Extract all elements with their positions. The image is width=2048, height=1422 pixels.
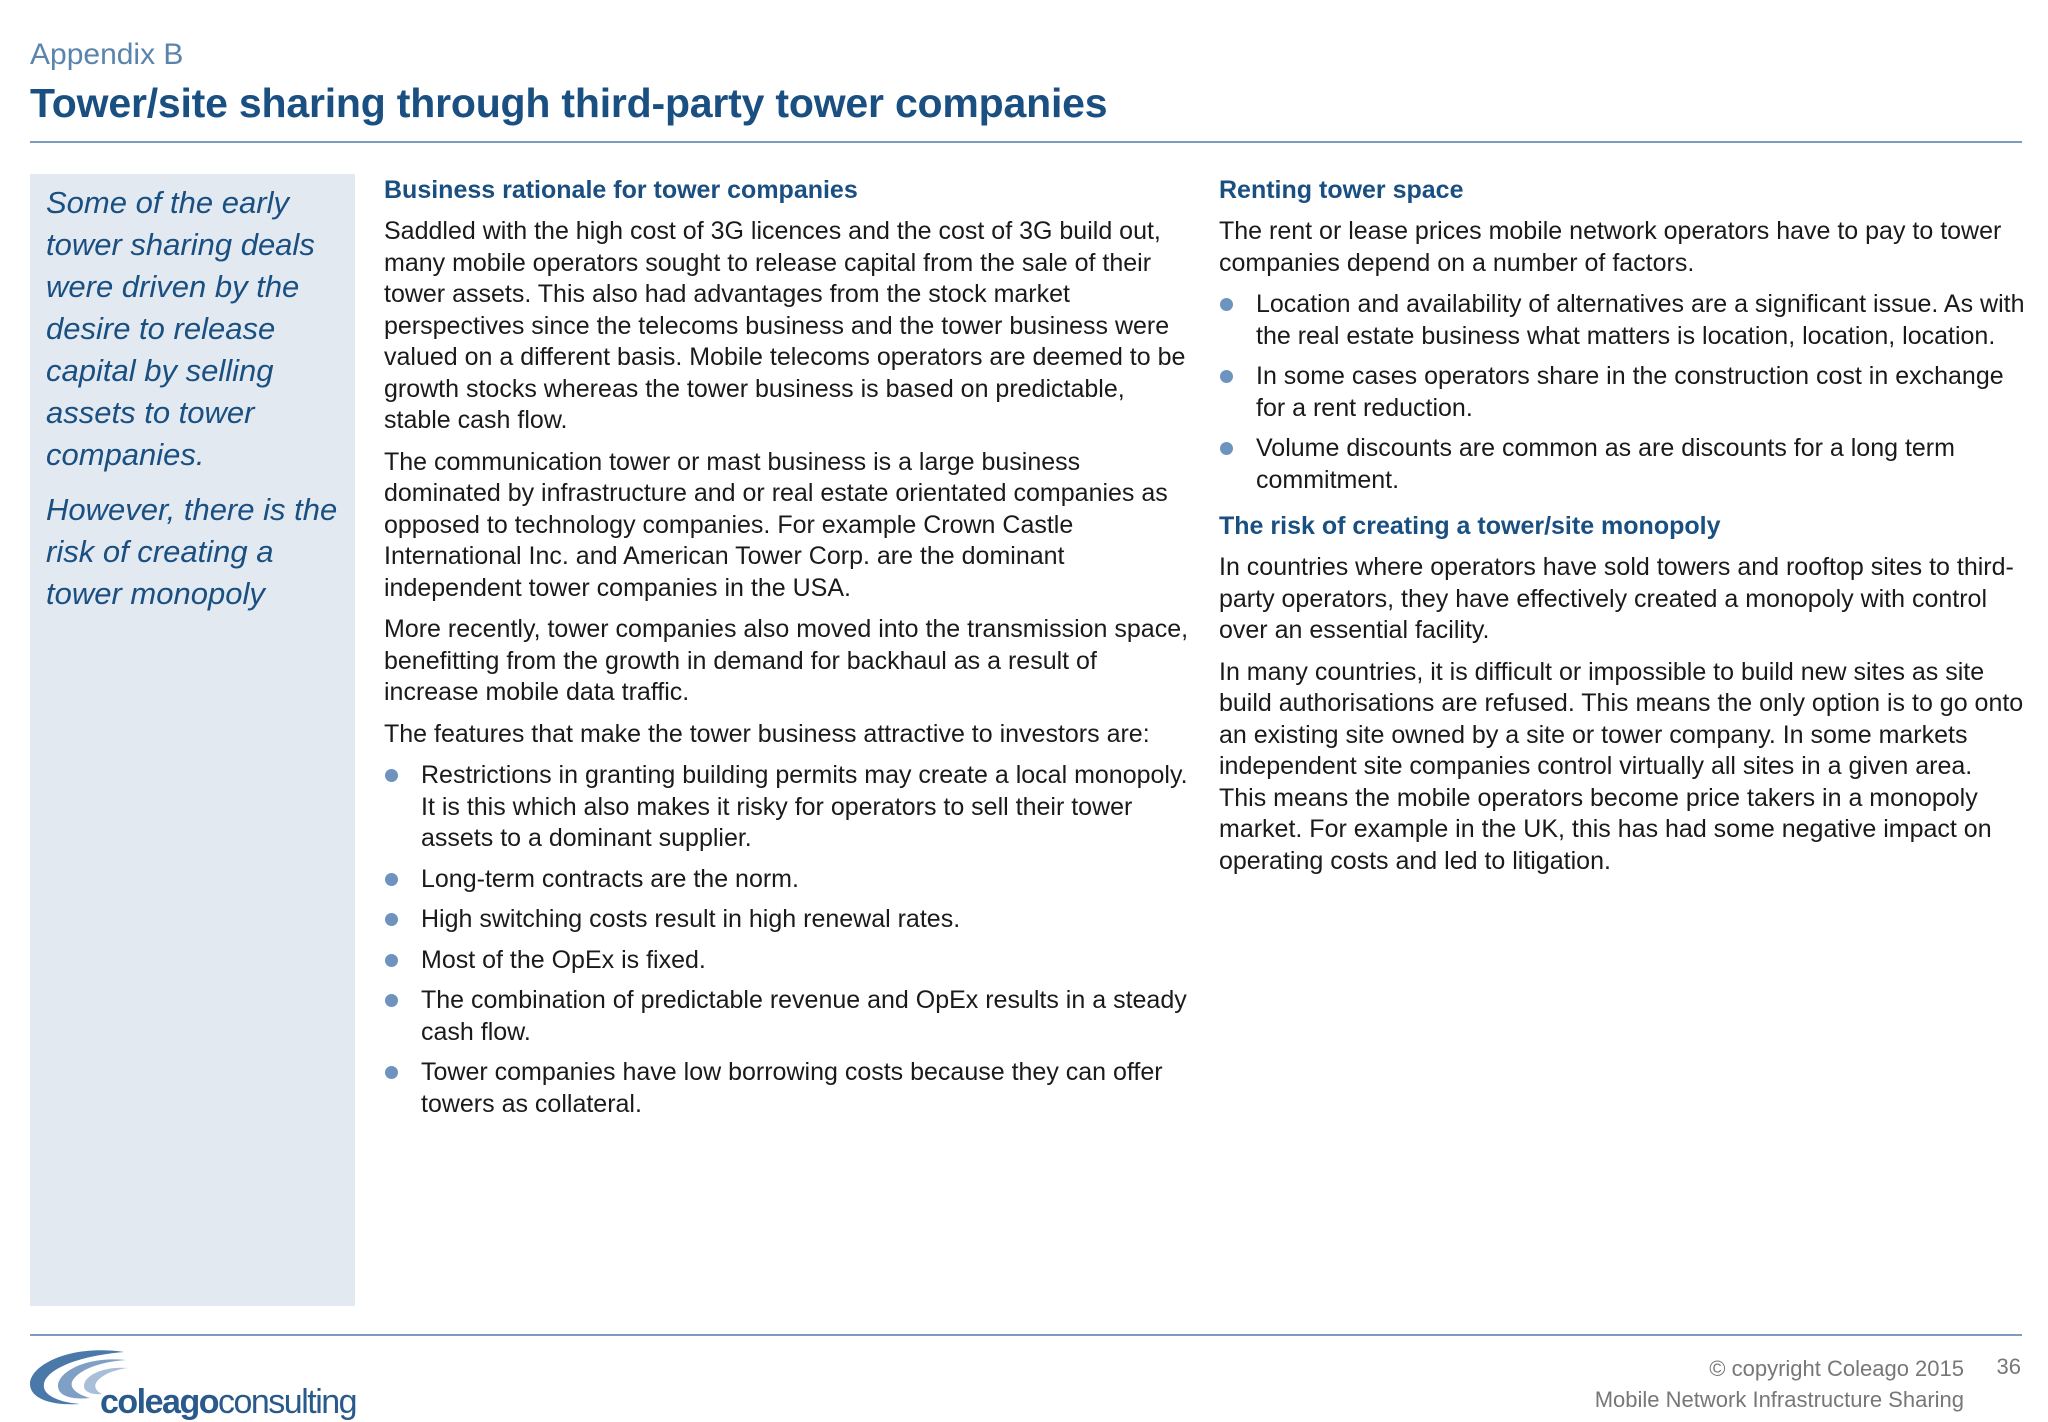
body-paragraph: Saddled with the high cost of 3G licences and the cost of 3G build out, many mobile operators sought to release capital from the sale of their tower assets. This also had advantages from the stock market perspectives since the telecoms business and the tower business were valued on a different basis. Mobile telecoms operators are deemed to be growth stocks whereas the tower business is based on predictable, stable cash flow. [384,217,1186,434]
list-item [1219,433,2025,496]
list-item-text: Location and availability of alternatives are a significant issue. As with the real estate business what matters is location, location, location. [1256,290,2025,350]
list-item [1219,361,2025,424]
list-item [384,760,1196,855]
bullet-list [1219,289,2025,496]
bullet-icon [1220,442,1233,455]
body-paragraph: The communication tower or mast business is a large business dominated by infrastructure and or real estate orientated companies as opposed to technology companies. For example Crown Castle International Inc. and American Tower Corp. are the dominant independent tower companies in the USA. [384,447,1168,602]
list-item-text: Most of the OpEx is fixed. [421,945,706,974]
copyright-text: © copyright Coleago 2015 [1709,1356,1964,1381]
bullet-icon [385,994,398,1007]
list-item [384,985,1196,1048]
list-item-text: The combination of predictable revenue and OpEx results in a steady cash flow. [421,986,1187,1046]
list-item-text: Tower companies have low borrowing costs because they can offer towers as collateral. [421,1058,1163,1118]
list-item [384,945,1196,977]
bullet-icon [1220,370,1233,383]
bullet-icon [385,954,398,967]
middle-column [384,174,1196,1132]
appendix-label: Appendix B [30,38,184,71]
list-item-text: Volume discounts are common as are discounts for a long term commitment. [1256,434,1955,494]
section-heading: The risk of creating a tower/site monopoly [1219,512,1721,540]
list-item [384,1057,1196,1120]
header-rule [30,141,2022,143]
list-item [1219,289,2025,352]
list-item-text: High switching costs result in high renewal rates. [421,905,961,933]
list-item-text: In some cases operators share in the construction cost in exchange for a rent reduction. [1256,362,2004,422]
body-paragraph: The features that make the tower business attractive to investors are: [384,719,1150,748]
document-subtitle: Mobile Network Infrastructure Sharing [1594,1387,1964,1412]
list-item-text: Long-term contracts are the norm. [421,864,799,893]
logo-light-text: consulting [217,1383,357,1421]
body-paragraph: In countries where operators have sold towers and rooftop sites to third-party operators, they have effectively created a monopoly with control over an essential facility. [1219,553,2014,644]
callout-text: However, there is the risk of creating a tower monopoly [46,492,338,611]
callout-text: Some of the early tower sharing deals were driven by the desire to release capital by selling assets to tower companies. [46,185,315,472]
bullet-icon [385,873,398,886]
bullet-list [384,760,1196,1120]
page-title: Tower/site sharing through third-party tower companies [30,80,1108,126]
bullet-icon [385,769,398,782]
bullet-icon [385,913,398,926]
section-heading: Business rationale for tower companies [384,176,858,204]
list-item-text: Restrictions in granting building permits may create a local monopoly. It is this which also makes it risky for operators to sell their tower assets to a dominant supplier. [421,761,1188,852]
page-number: 36 [1996,1354,2021,1379]
footer-rule [30,1334,2022,1336]
list-item [384,864,1196,896]
list-item [384,904,1196,936]
logo-bold-text: coleago [100,1383,218,1421]
bullet-icon [385,1066,398,1079]
bullet-icon [1220,298,1233,311]
section-heading: Renting tower space [1219,176,1464,204]
sidebar-callout [30,174,355,1306]
body-paragraph: In many countries, it is difficult or impossible to build new sites as site build authorisations are refused. This means the only option is to go onto an existing site owned by a site or tower company. In some markets independent site companies control virtually all sites in a given area. This means the mobile operators become price takers in a monopoly market. For example in the UK, this has had some negative impact on operating costs and led to litigation. [1219,657,2024,875]
body-paragraph: The rent or lease prices mobile network operators have to pay to tower companies depend on a number of factors. [1219,217,2002,277]
company-logo-wordmark [100,1383,356,1422]
right-column [1219,174,2025,887]
body-paragraph: More recently, tower companies also moved into the transmission space, benefitting from the growth in demand for backhaul as a result of increase mobile data traffic. [384,615,1189,706]
